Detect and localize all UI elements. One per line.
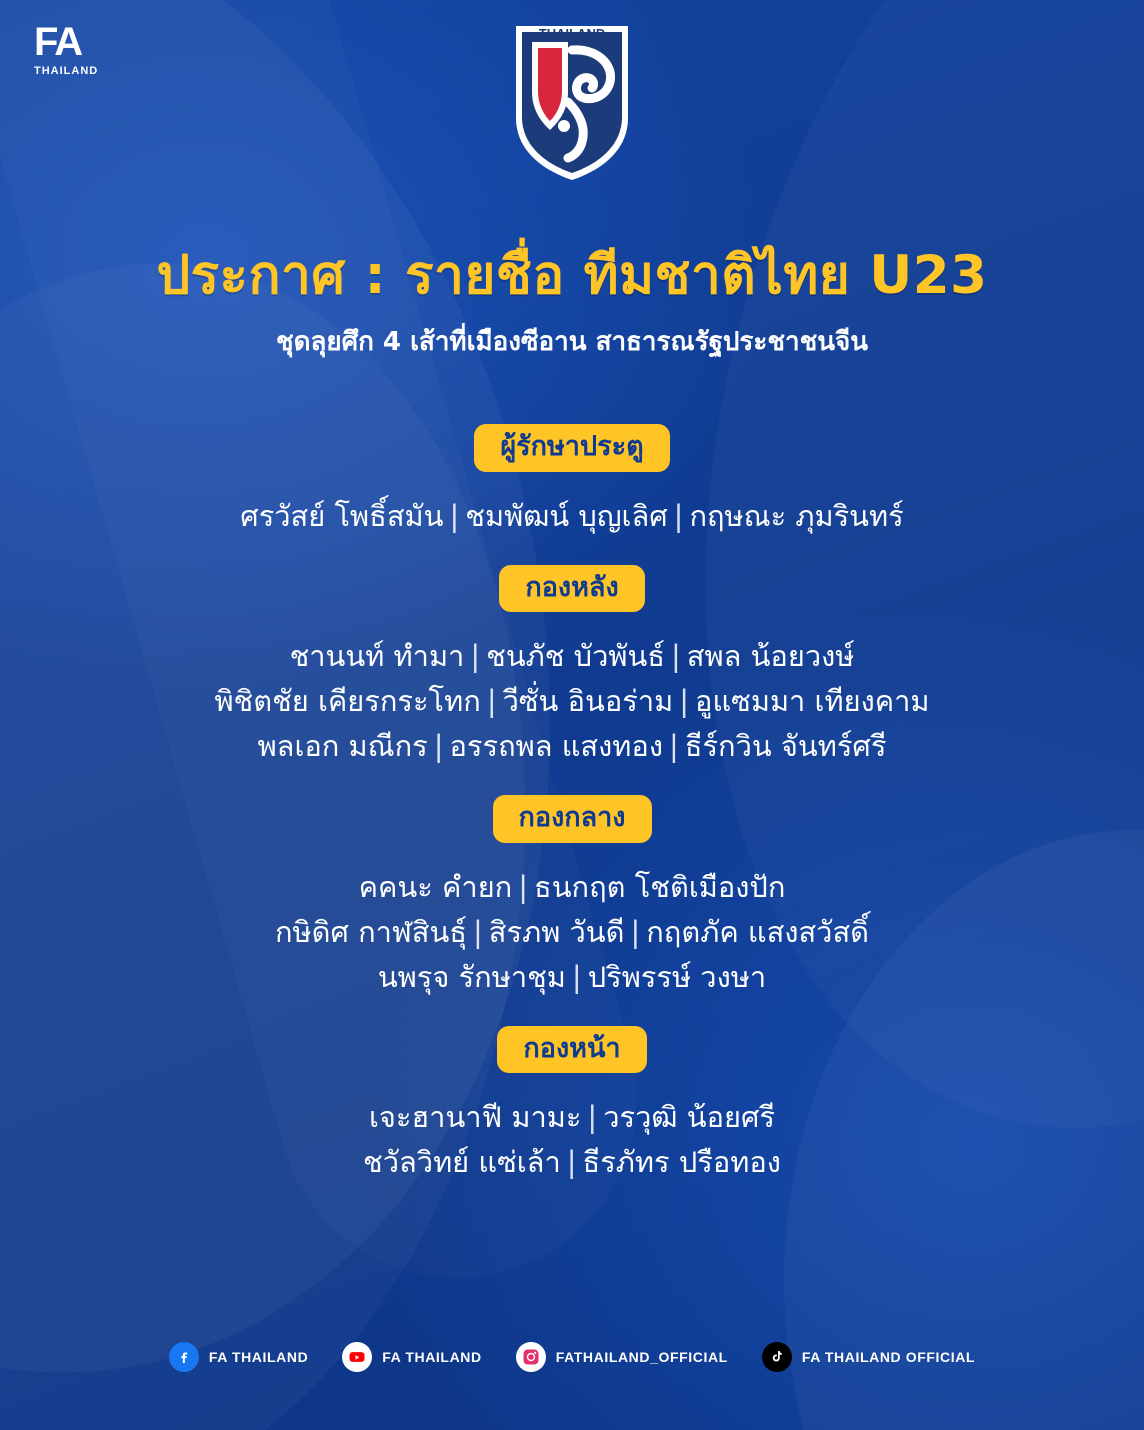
player-name: ชมพัฒน์ บุญเลิศ — [465, 498, 668, 533]
name-separator: | — [470, 639, 481, 674]
name-separator: | — [571, 959, 582, 994]
player-name: พลเอก มณีกร — [257, 729, 428, 764]
instagram-icon[interactable] — [516, 1342, 546, 1372]
page-subtitle: ชุดลุยศึก 4 เส้าที่เมืองซีอาน สาธารณรัฐประชาชนจีน — [275, 326, 869, 357]
player-name-list — [0, 634, 1144, 769]
player-name: อรรถพล แสงทอง — [449, 729, 663, 764]
social-links — [0, 1342, 1144, 1372]
social-label: FA THAILAND — [382, 1349, 482, 1365]
player-name: นพรุจ รักษาชุม — [377, 959, 566, 994]
player-name: สพล น้อยวงษ์ — [686, 639, 855, 674]
name-separator: | — [449, 498, 460, 533]
player-name-row — [0, 634, 1144, 679]
player-name-row — [0, 724, 1144, 769]
thailand-fa-crest-icon — [510, 22, 634, 184]
crest-text: THAILAND — [538, 26, 606, 41]
player-name-row — [0, 865, 1144, 910]
player-name-list — [0, 1095, 1144, 1185]
name-separator: | — [679, 684, 690, 719]
name-separator: | — [671, 639, 681, 674]
player-name: ธีรภัทร ปรือทอง — [582, 1145, 781, 1180]
player-name-row — [0, 679, 1144, 724]
social-link[interactable] — [169, 1342, 308, 1372]
section-title-chip: ผู้รักษาประตู — [474, 424, 669, 472]
player-name-row — [0, 1140, 1144, 1185]
page-title: ประกาศ : รายชื่อ ทีมชาติไทย U23 — [156, 245, 988, 306]
social-link[interactable] — [516, 1342, 728, 1372]
player-name-row — [0, 1095, 1144, 1140]
player-name-row — [0, 494, 1144, 539]
player-name: คคนะ คำยก — [358, 869, 513, 904]
player-name: ธีร์กวิน จันทร์ศรี — [684, 729, 887, 764]
player-name: กฤษณะ ภุมรินทร์ — [689, 498, 904, 533]
name-separator: | — [518, 869, 529, 904]
player-name-list — [0, 865, 1144, 1000]
player-name: ธนกฤต โชติเมืองปัก — [534, 869, 786, 904]
social-label: FA THAILAND — [208, 1349, 309, 1365]
header-block — [0, 246, 1144, 362]
crest-container — [0, 22, 1144, 184]
squad-sections — [0, 424, 1144, 1185]
facebook-icon[interactable] — [169, 1342, 199, 1372]
squad-section — [0, 424, 1144, 539]
player-name: ศรวัสย์ โพธิ์สมัน — [240, 498, 444, 533]
player-name: ชวัลวิทย์ แซ่เล้า — [363, 1145, 561, 1180]
player-name: ชานนท์ ทำมา — [289, 639, 465, 674]
section-title-chip: กองกลาง — [493, 795, 652, 843]
fa-logo-mark: FA — [34, 20, 82, 64]
player-name: เจะฮานาฟี มามะ — [369, 1100, 582, 1135]
player-name-list — [0, 494, 1144, 539]
player-name: อูแซมมา เทียงคาม — [695, 684, 930, 719]
section-title-chip: กองหน้า — [497, 1026, 646, 1074]
name-separator: | — [486, 684, 497, 719]
player-name: ปริพรรษ์ วงษา — [587, 959, 767, 994]
squad-section — [0, 565, 1144, 770]
social-link[interactable] — [762, 1342, 975, 1372]
name-separator: | — [433, 729, 444, 764]
player-name-row — [0, 910, 1144, 955]
player-name-row — [0, 955, 1144, 1000]
player-name: กษิดิศ กาฬสินธุ์ — [274, 914, 468, 949]
squad-section — [0, 795, 1144, 1000]
player-name: วีซั่น อินอร่าม — [502, 684, 674, 719]
player-name: ชนภัช บัวพันธ์ — [486, 639, 665, 674]
squad-section — [0, 1026, 1144, 1186]
name-separator: | — [630, 914, 641, 949]
name-separator: | — [673, 498, 684, 533]
player-name: สิรภพ วันดี — [488, 914, 625, 949]
social-link[interactable] — [342, 1342, 481, 1372]
social-label: FA THAILAND OFFICIAL — [801, 1349, 976, 1365]
youtube-icon[interactable] — [342, 1342, 372, 1372]
name-separator: | — [587, 1100, 598, 1135]
social-label: FATHAILAND_OFFICIAL — [555, 1349, 728, 1365]
player-name: กฤตภัค แสงสวัสดิ์ — [646, 914, 870, 949]
player-name: วรวุฒิ น้อยศรี — [603, 1100, 775, 1135]
player-name: พิชิตชัย เคียรกระโทก — [214, 684, 481, 719]
tiktok-icon[interactable] — [762, 1342, 792, 1372]
fa-logo-subtitle: THAILAND — [34, 65, 99, 77]
name-separator: | — [566, 1145, 577, 1180]
name-separator: | — [473, 914, 483, 949]
section-title-chip: กองหลัง — [499, 565, 644, 613]
name-separator: | — [668, 729, 679, 764]
